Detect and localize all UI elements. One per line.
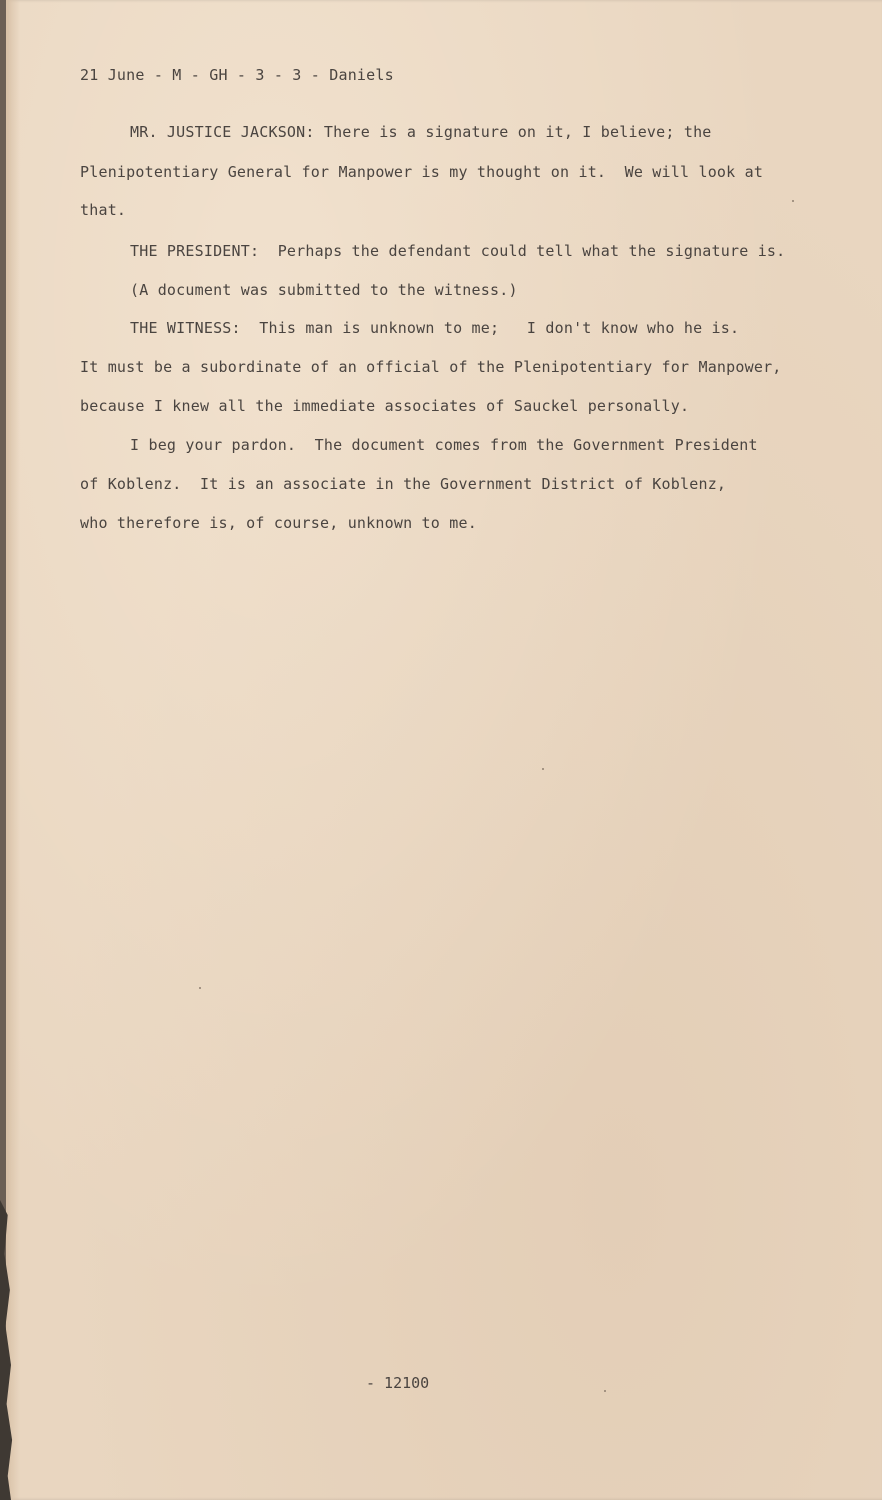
text-line-5: (A document was submitted to the witness.) — [130, 281, 518, 299]
text-line-7: It must be a subordinate of an official of the Plenipotentiary for Manpower, — [80, 358, 782, 376]
document-page — [6, 0, 882, 1500]
document-header: 21 June - M - GH - 3 - 3 - Daniels — [80, 66, 394, 84]
text-line-9: I beg your pardon. The document comes from the Government President — [130, 436, 758, 454]
text-line-10: of Koblenz. It is an associate in the Government District of Koblenz, — [80, 475, 727, 493]
text-line-1: MR. JUSTICE JACKSON: There is a signature on it, I believe; the — [130, 123, 712, 141]
paper-speck — [199, 987, 201, 989]
text-line-4: THE PRESIDENT: Perhaps the defendant could tell what the signature is. — [130, 242, 786, 260]
text-line-11: who therefore is, of course, unknown to me. — [80, 514, 477, 532]
paper-speck — [542, 768, 544, 770]
paper-speck — [792, 200, 794, 202]
page-edge-shadow — [6, 0, 20, 1500]
page-number: - 12100 — [366, 1374, 430, 1392]
paper-speck — [604, 1390, 606, 1392]
text-line-2: Plenipotentiary General for Manpower is my thought on it. We will look at — [80, 163, 764, 181]
text-line-8: because I knew all the immediate associates of Sauckel personally. — [80, 397, 690, 415]
text-line-3: that. — [80, 201, 127, 219]
text-line-6: THE WITNESS: This man is unknown to me; I don't know who he is. — [130, 319, 740, 337]
